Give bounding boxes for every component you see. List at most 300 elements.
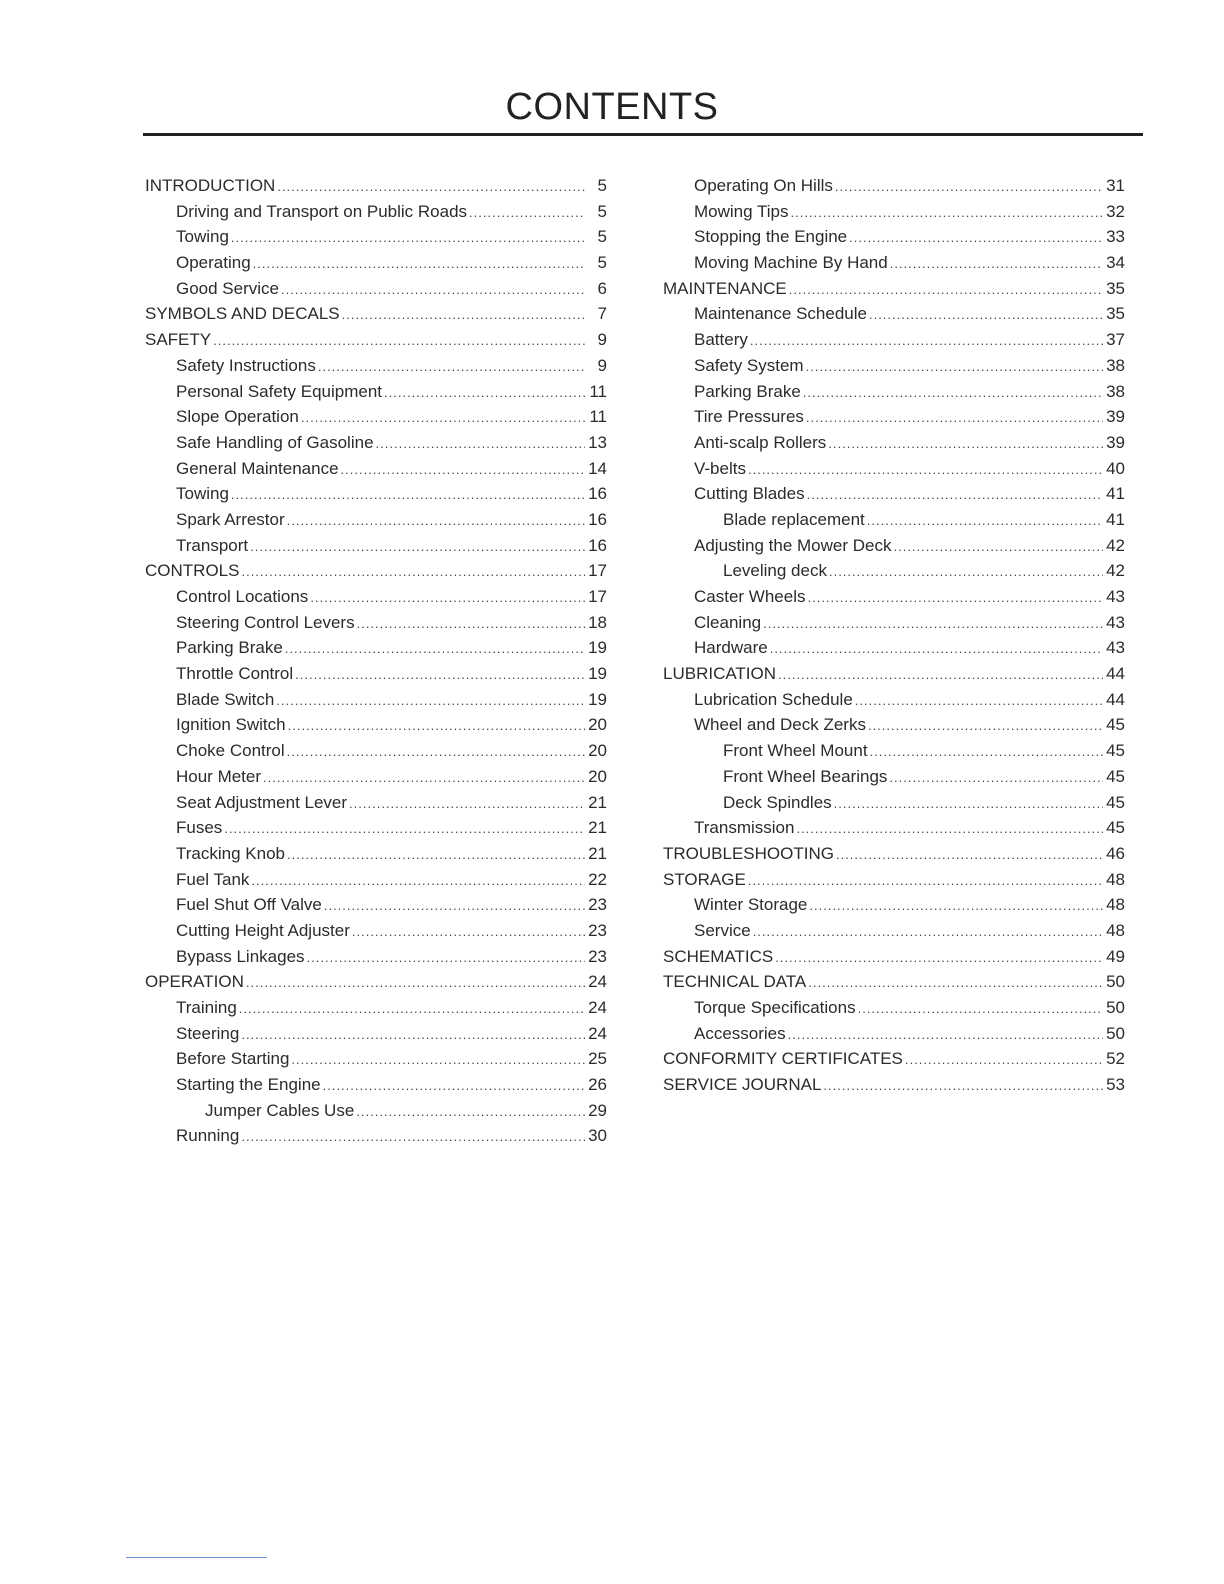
toc-entry-page-number: 42 — [1106, 535, 1125, 555]
toc-dot-leader — [291, 1047, 585, 1073]
toc-dot-leader — [870, 739, 1103, 765]
toc-entry[interactable] — [145, 276, 607, 302]
toc-entry-label: Before Starting — [176, 1049, 290, 1069]
toc-entry-label: TECHNICAL DATA — [663, 972, 807, 992]
toc-entry-label: Moving Machine By Hand — [694, 253, 888, 273]
toc-entry[interactable] — [663, 1072, 1125, 1098]
toc-dot-leader — [829, 559, 1103, 585]
toc-entry-label: Anti-scalp Rollers — [694, 432, 827, 452]
toc-entry-label: SYMBOLS AND DECALS — [145, 304, 340, 324]
toc-entry[interactable] — [145, 712, 607, 738]
toc-dot-leader — [301, 405, 585, 431]
toc-dot-leader — [775, 945, 1103, 971]
toc-dot-leader — [789, 277, 1103, 303]
toc-entry-label: Battery — [694, 330, 748, 350]
toc-entry-page-number: 34 — [1106, 253, 1125, 273]
toc-entry-page-number: 45 — [1106, 766, 1125, 786]
toc-entry-page-number: 45 — [1106, 741, 1125, 761]
toc-dot-leader — [384, 380, 585, 406]
toc-entry-label: Safe Handling of Gasoline — [176, 432, 374, 452]
toc-entry-page-number: 18 — [588, 612, 607, 632]
toc-dot-leader — [823, 1073, 1103, 1099]
toc-entry[interactable] — [145, 353, 607, 379]
toc-entry-page-number: 17 — [588, 587, 607, 606]
toc-entry-page-number: 24 — [588, 972, 607, 992]
toc-entry-page-number: 33 — [1106, 227, 1125, 247]
toc-entry-page-number: 39 — [1106, 432, 1125, 452]
toc-entry[interactable] — [145, 892, 607, 918]
toc-entry[interactable] — [145, 1021, 607, 1047]
toc-entry[interactable] — [145, 250, 607, 276]
toc-dot-leader — [287, 842, 585, 868]
toc-entry[interactable] — [145, 764, 607, 790]
toc-entry-page-number: 16 — [588, 535, 607, 555]
toc-dot-leader — [356, 1099, 585, 1125]
toc-entry-page-number: 50 — [1106, 972, 1125, 992]
toc-entry-label: Personal Safety Equipment — [176, 381, 383, 401]
toc-entry[interactable] — [663, 1021, 1125, 1047]
toc-entry-page-number: 35 — [1106, 278, 1125, 298]
toc-dot-leader — [835, 174, 1103, 200]
toc-dot-leader — [241, 1124, 585, 1150]
toc-entry-page-number: 45 — [1106, 818, 1125, 838]
toc-dot-leader — [905, 1047, 1103, 1073]
toc-entry-label: Throttle Control — [176, 664, 294, 684]
toc-dot-leader — [276, 688, 585, 714]
toc-entry-label: Cutting Blades — [694, 484, 805, 504]
toc-entry-page-number: 30 — [588, 1126, 607, 1146]
toc-entry[interactable] — [145, 610, 607, 636]
toc-entry-page-number: 44 — [1106, 664, 1125, 684]
toc-entry-page-number: 20 — [588, 766, 607, 786]
toc-dot-leader — [281, 277, 585, 303]
toc-entry-label: Steering Control Levers — [176, 612, 355, 632]
toc-entry-label: Service — [694, 920, 751, 940]
toc-entry-page-number: 48 — [1106, 895, 1125, 915]
toc-entry-label: Towing — [176, 227, 229, 247]
toc-dot-leader — [341, 457, 585, 483]
toc-dot-leader — [469, 200, 585, 226]
toc-dot-leader — [324, 893, 585, 919]
toc-entry[interactable] — [663, 790, 1125, 816]
toc-entry-page-number: 53 — [1106, 1075, 1125, 1095]
toc-entry-page-number: 20 — [588, 741, 607, 761]
toc-entry-label: Wheel and Deck Zerks — [694, 715, 866, 735]
toc-entry[interactable] — [663, 173, 1125, 199]
toc-entry-page-number: 22 — [588, 869, 607, 889]
toc-dot-leader — [357, 611, 585, 637]
toc-entry[interactable] — [145, 404, 607, 430]
toc-entry[interactable] — [663, 404, 1125, 430]
toc-entry-label: Stopping the Engine — [694, 227, 848, 247]
toc-entry-page-number: 50 — [1106, 1023, 1125, 1043]
toc-entry-page-number: 5 — [597, 176, 607, 195]
toc-entry-page-number: 14 — [588, 458, 607, 478]
toc-dot-leader — [806, 354, 1103, 380]
toc-dot-leader — [342, 302, 585, 328]
toc-entry[interactable] — [145, 533, 607, 559]
toc-entry[interactable] — [663, 250, 1125, 276]
toc-entry[interactable] — [145, 995, 607, 1021]
toc-dot-leader — [224, 816, 585, 842]
toc-dot-leader — [263, 765, 585, 791]
toc-entry[interactable] — [145, 867, 607, 893]
toc-entry-page-number: 19 — [588, 664, 607, 684]
toc-entry-label: Fuses — [176, 818, 223, 838]
toc-dot-leader — [246, 970, 585, 996]
toc-entry-page-number: 21 — [588, 843, 607, 863]
toc-entry-page-number: 40 — [1106, 458, 1125, 478]
toc-entry-label: Transport — [176, 535, 249, 555]
toc-entry-page-number: 26 — [588, 1075, 607, 1095]
toc-dot-leader — [763, 611, 1103, 637]
toc-dot-leader — [808, 970, 1103, 996]
toc-entry-label: Slope Operation — [176, 407, 299, 427]
toc-entry-label: Bypass Linkages — [176, 946, 305, 966]
toc-entry-label: TROUBLESHOOTING — [663, 843, 834, 863]
toc-dot-leader — [869, 302, 1103, 328]
toc-entry-label: Towing — [176, 484, 229, 504]
toc-dot-leader — [858, 996, 1103, 1022]
toc-entry[interactable] — [663, 353, 1125, 379]
toc-entry[interactable] — [663, 712, 1125, 738]
toc-entry-page-number: 48 — [1106, 920, 1125, 940]
toc-entry-page-number: 42 — [1106, 561, 1125, 581]
toc-entry-label: General Maintenance — [176, 458, 339, 478]
toc-dot-leader — [349, 791, 585, 817]
toc-entry[interactable] — [663, 558, 1125, 584]
toc-entry-page-number: 52 — [1106, 1049, 1125, 1069]
toc-entry[interactable] — [145, 969, 607, 995]
toc-entry-label: SAFETY — [145, 330, 212, 350]
toc-entry-page-number: 25 — [588, 1049, 607, 1069]
toc-dot-leader — [288, 713, 585, 739]
toc-entry[interactable] — [145, 301, 607, 327]
toc-entry-label: Driving and Transport on Public Roads — [176, 201, 468, 221]
toc-dot-leader — [295, 662, 585, 688]
toc-entry[interactable] — [663, 738, 1125, 764]
toc-dot-leader — [277, 174, 585, 200]
toc-entry-label: SCHEMATICS — [663, 946, 774, 966]
toc-entry[interactable] — [145, 790, 607, 816]
toc-entry-label: INTRODUCTION — [145, 176, 276, 195]
toc-entry-label: Tire Pressures — [694, 407, 804, 427]
toc-entry-page-number: 43 — [1106, 612, 1125, 632]
toc-entry-page-number: 24 — [588, 1023, 607, 1043]
toc-entry[interactable] — [145, 1072, 607, 1098]
toc-entry-page-number: 5 — [597, 227, 607, 247]
toc-dot-leader — [231, 482, 585, 508]
toc-entry-page-number: 50 — [1106, 998, 1125, 1017]
toc-entry-page-number: 19 — [588, 638, 607, 658]
toc-entry-page-number: 48 — [1106, 869, 1125, 889]
toc-dot-leader — [893, 534, 1103, 560]
toc-entry-page-number: 9 — [597, 330, 607, 350]
toc-dot-leader — [855, 688, 1103, 714]
toc-entry[interactable] — [663, 661, 1125, 687]
toc-entry[interactable] — [145, 635, 607, 661]
toc-entry[interactable] — [145, 815, 607, 841]
toc-entry[interactable] — [663, 918, 1125, 944]
toc-dot-leader — [890, 251, 1103, 277]
toc-dot-leader — [748, 457, 1103, 483]
toc-entry-label: SERVICE JOURNAL — [663, 1075, 822, 1095]
toc-entry-label: Accessories — [694, 1023, 786, 1043]
toc-entry-label: Transmission — [694, 818, 795, 838]
toc-entry-label: CONTROLS — [145, 561, 240, 581]
toc-entry[interactable] — [145, 456, 607, 482]
toc-entry-label: Operating On Hills — [694, 176, 833, 195]
toc-column-left — [145, 173, 607, 1149]
toc-dot-leader — [803, 380, 1103, 406]
toc-entry-page-number: 21 — [588, 818, 607, 838]
toc-entry-label: Spark Arrestor — [176, 509, 285, 529]
toc-entry-page-number: 11 — [589, 381, 607, 401]
toc-entry[interactable] — [145, 430, 607, 456]
toc-dot-leader — [788, 1022, 1103, 1048]
toc-entry[interactable] — [145, 687, 607, 713]
toc-entry[interactable] — [663, 764, 1125, 790]
toc-entry-page-number: 41 — [1106, 484, 1125, 504]
toc-entry-label: Seat Adjustment Lever — [176, 792, 348, 812]
toc-entry-page-number: 9 — [597, 355, 607, 375]
toc-entry[interactable] — [145, 481, 607, 507]
toc-entry-label: Leveling deck — [723, 561, 827, 581]
toc-entry-label: Adjusting the Mower Deck — [694, 535, 892, 555]
toc-entry-page-number: 20 — [588, 715, 607, 735]
toc-entry-page-number: 16 — [588, 484, 607, 504]
toc-column-right — [663, 173, 1125, 1098]
toc-entry-page-number: 37 — [1106, 330, 1125, 350]
toc-entry-page-number: 38 — [1106, 355, 1125, 375]
toc-dot-leader — [250, 534, 585, 560]
toc-dot-leader — [323, 1073, 585, 1099]
toc-dot-leader — [867, 508, 1103, 534]
toc-entry-label: Safety Instructions — [176, 355, 316, 375]
toc-entry-page-number: 21 — [588, 792, 607, 812]
toc-dot-leader — [889, 765, 1103, 791]
toc-entry-label: OPERATION — [145, 972, 244, 992]
toc-entry[interactable] — [663, 507, 1125, 533]
toc-dot-leader — [809, 893, 1103, 919]
toc-entry[interactable] — [145, 507, 607, 533]
toc-entry-page-number: 31 — [1106, 176, 1125, 195]
toc-entry[interactable] — [663, 995, 1125, 1021]
toc-entry[interactable] — [663, 867, 1125, 893]
toc-entry[interactable] — [663, 456, 1125, 482]
toc-entry-page-number: 7 — [597, 304, 607, 324]
toc-dot-leader — [796, 816, 1103, 842]
toc-entry-page-number: 17 — [588, 561, 607, 581]
toc-entry-label: Parking Brake — [694, 381, 801, 401]
toc-entry-label: Operating — [176, 253, 251, 273]
toc-dot-leader — [213, 328, 585, 354]
toc-entry-label: Good Service — [176, 278, 279, 298]
toc-entry-page-number: 45 — [1106, 715, 1125, 735]
toc-entry-page-number: 11 — [589, 407, 607, 427]
toc-entry[interactable] — [663, 687, 1125, 713]
toc-entry-page-number: 41 — [1106, 509, 1125, 529]
toc-dot-leader — [287, 739, 585, 765]
toc-entry[interactable] — [663, 635, 1125, 661]
toc-entry-page-number: 23 — [588, 895, 607, 915]
toc-entry[interactable] — [145, 327, 607, 353]
toc-dot-leader — [352, 919, 585, 945]
toc-entry[interactable] — [663, 276, 1125, 302]
toc-dot-leader — [834, 791, 1103, 817]
toc-dot-leader — [285, 636, 585, 662]
title-divider — [143, 133, 1143, 136]
toc-dot-leader — [807, 482, 1103, 508]
toc-entry[interactable] — [145, 661, 607, 687]
toc-entry[interactable] — [663, 1046, 1125, 1072]
toc-entry-label: Jumper Cables Use — [205, 1100, 355, 1120]
toc-entry[interactable] — [663, 481, 1125, 507]
toc-dot-leader — [836, 842, 1103, 868]
toc-entry-label: Safety System — [694, 355, 804, 375]
toc-dot-leader — [231, 225, 585, 251]
toc-entry-page-number: 23 — [588, 946, 607, 966]
toc-entry[interactable] — [663, 301, 1125, 327]
toc-entry-label: Fuel Tank — [176, 869, 250, 889]
toc-entry-page-number: 35 — [1106, 304, 1125, 324]
page-title: CONTENTS — [505, 86, 719, 128]
toc-entry-label: CONFORMITY CERTIFICATES — [663, 1049, 903, 1069]
toc-entry-page-number: 29 — [588, 1100, 607, 1120]
toc-dot-leader — [868, 713, 1103, 739]
toc-dot-leader — [376, 431, 585, 457]
toc-dot-leader — [239, 996, 585, 1022]
toc-entry-label: Control Locations — [176, 587, 309, 606]
toc-entry-page-number: 49 — [1106, 946, 1125, 966]
toc-entry[interactable] — [145, 1046, 607, 1072]
toc-entry-label: Cleaning — [694, 612, 762, 632]
toc-entry[interactable] — [663, 584, 1125, 610]
toc-entry[interactable] — [145, 738, 607, 764]
toc-entry-label: Blade replacement — [723, 509, 865, 529]
toc-entry-page-number: 24 — [588, 998, 607, 1017]
toc-entry[interactable] — [663, 892, 1125, 918]
toc-dot-leader — [770, 636, 1103, 662]
toc-entry[interactable] — [663, 379, 1125, 405]
toc-entry[interactable] — [145, 173, 607, 199]
toc-entry[interactable] — [663, 610, 1125, 636]
toc-entry[interactable] — [663, 199, 1125, 225]
toc-entry[interactable] — [145, 558, 607, 584]
toc-entry[interactable] — [145, 1098, 607, 1124]
toc-dot-leader — [790, 200, 1103, 226]
toc-entry-label: Maintenance Schedule — [694, 304, 867, 324]
toc-entry-label: Hardware — [694, 638, 768, 658]
toc-entry[interactable] — [145, 199, 607, 225]
toc-entry-page-number: 32 — [1106, 201, 1125, 221]
toc-dot-leader — [753, 919, 1103, 945]
toc-entry-page-number: 38 — [1106, 381, 1125, 401]
toc-entry-label: Blade Switch — [176, 689, 275, 709]
toc-dot-leader — [750, 328, 1103, 354]
toc-entry-label: Torque Specifications — [694, 998, 856, 1017]
toc-entry-page-number: 23 — [588, 920, 607, 940]
toc-entry[interactable] — [145, 584, 607, 610]
toc-entry-label: LUBRICATION — [663, 664, 777, 684]
toc-entry-label: STORAGE — [663, 869, 746, 889]
toc-entry[interactable] — [663, 224, 1125, 250]
toc-dot-leader — [287, 508, 585, 534]
toc-dot-leader — [778, 662, 1103, 688]
toc-entry-page-number: 39 — [1106, 407, 1125, 427]
toc-entry[interactable] — [663, 969, 1125, 995]
toc-entry-page-number: 44 — [1106, 689, 1125, 709]
footer-link-underline — [126, 1557, 267, 1558]
toc-entry[interactable] — [663, 841, 1125, 867]
toc-dot-leader — [307, 945, 585, 971]
toc-entry[interactable] — [663, 533, 1125, 559]
toc-entry[interactable] — [663, 815, 1125, 841]
toc-entry[interactable] — [145, 918, 607, 944]
toc-entry-label: V-belts — [694, 458, 746, 478]
toc-entry-page-number: 5 — [597, 201, 607, 221]
toc-dot-leader — [806, 405, 1103, 431]
toc-entry-label: Steering — [176, 1023, 240, 1043]
toc-entry-label: Starting the Engine — [176, 1075, 321, 1095]
toc-entry-label: Mowing Tips — [694, 201, 789, 221]
toc-entry-page-number: 43 — [1106, 587, 1125, 606]
toc-entry-label: Caster Wheels — [694, 587, 806, 606]
toc-dot-leader — [828, 431, 1103, 457]
toc-entry-label: Parking Brake — [176, 638, 283, 658]
toc-entry[interactable] — [145, 224, 607, 250]
toc-entry-label: Front Wheel Mount — [723, 741, 868, 761]
toc-entry-label: Winter Storage — [694, 895, 808, 915]
toc-entry-label: Choke Control — [176, 741, 285, 761]
toc-dot-leader — [251, 868, 585, 894]
toc-entry-label: Fuel Shut Off Valve — [176, 895, 322, 915]
toc-entry-page-number: 13 — [588, 432, 607, 452]
toc-entry-label: Hour Meter — [176, 766, 262, 786]
toc-dot-leader — [310, 585, 585, 611]
toc-entry-label: Running — [176, 1126, 240, 1146]
toc-dot-leader — [807, 585, 1103, 611]
toc-entry-label: Cutting Height Adjuster — [176, 920, 350, 940]
toc-entry[interactable] — [145, 1123, 607, 1149]
toc-entry[interactable] — [145, 944, 607, 970]
toc-dot-leader — [849, 225, 1103, 251]
toc-entry-label: Deck Spindles — [723, 792, 832, 812]
toc-dot-leader — [748, 868, 1103, 894]
toc-entry[interactable] — [145, 379, 607, 405]
toc-entry[interactable] — [663, 944, 1125, 970]
toc-entry[interactable] — [663, 430, 1125, 456]
toc-entry-label: Training — [176, 998, 237, 1017]
toc-dot-leader — [241, 1022, 585, 1048]
toc-entry-label: Ignition Switch — [176, 715, 286, 735]
toc-entry-page-number: 46 — [1106, 843, 1125, 863]
toc-entry-label: Tracking Knob — [176, 843, 285, 863]
toc-entry-label: Lubrication Schedule — [694, 689, 853, 709]
toc-dot-leader — [241, 559, 585, 585]
toc-entry[interactable] — [663, 327, 1125, 353]
toc-dot-leader — [318, 354, 585, 380]
toc-entry-page-number: 5 — [597, 253, 607, 273]
toc-dot-leader — [253, 251, 585, 277]
toc-entry-page-number: 6 — [597, 278, 607, 298]
toc-entry-label: MAINTENANCE — [663, 278, 787, 298]
toc-entry-page-number: 19 — [588, 689, 607, 709]
toc-entry-page-number: 43 — [1106, 638, 1125, 658]
toc-entry-page-number: 16 — [588, 509, 607, 529]
toc-entry[interactable] — [145, 841, 607, 867]
toc-entry-label: Front Wheel Bearings — [723, 766, 888, 786]
